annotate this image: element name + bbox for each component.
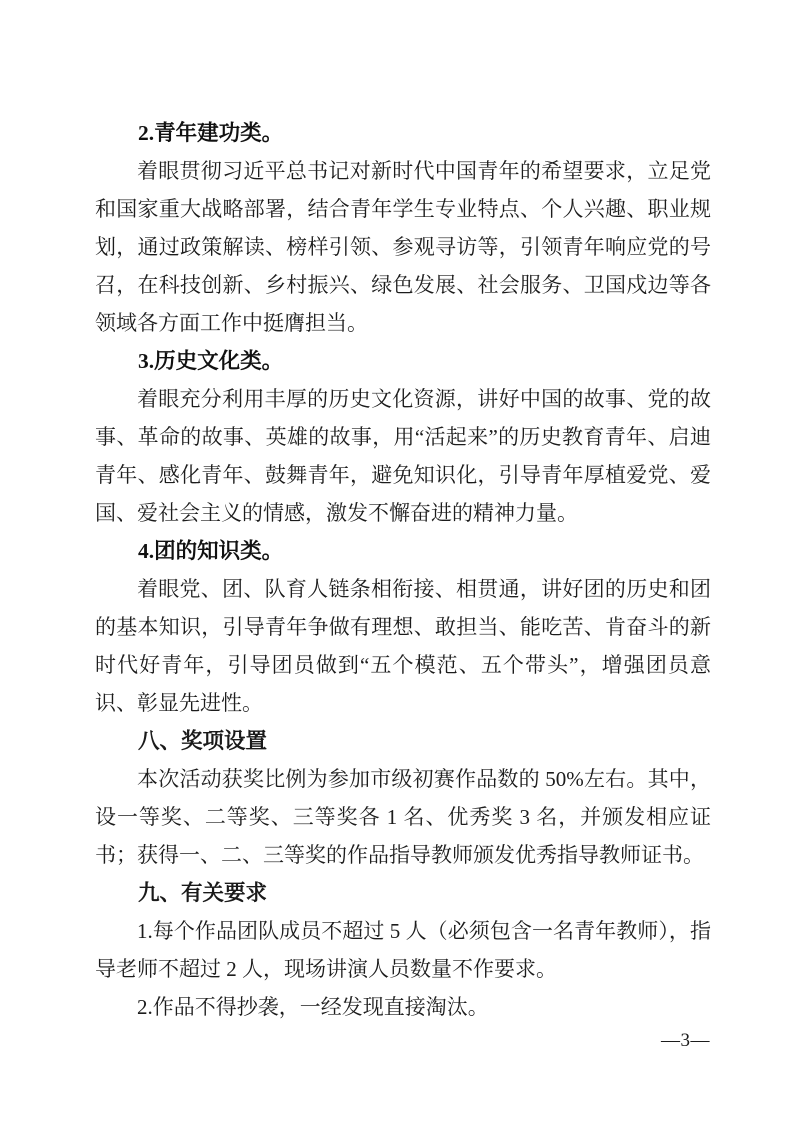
paragraph-awards-setup: 本次活动获奖比例为参加市级初赛作品数的 50%左右。其中，设一等奖、二等奖、三等奖各 1 名、优秀奖 3 名，并颁发相应证书；获得一、二、三等奖的作品指导教师颁发优秀指导教师证书。 — [95, 767, 711, 867]
paragraph-league-knowledge-category: 着眼党、团、队育人链条相衔接、相贯通，讲好团的历史和团的基本知识，引导青年争做有理想、敢担当、能吃苦、肯奋斗的新时代好青年，引导团员做到“五个模范、五个带头”，增强团员意识、彰显先进性。 — [95, 577, 711, 715]
paragraph-youth-achievement-category: 着眼贯彻习近平总书记对新时代中国青年的希望要求，立足党和国家重大战略部署，结合青年学生专业特点、个人兴趣、职业规划，通过政策解读、榜样引领、参观寻访等，引领青年响应党的号召，在科技创新、乡村振兴、绿色发展、社会服务、卫国戍边等各领域各方面工作中挺膺担当。 — [95, 159, 711, 335]
section-heading-awards-setup: 八、奖项设置 — [138, 729, 268, 753]
paragraph-requirement-no-plagiarism: 2.作品不得抄袭，一经发现直接淘汰。 — [137, 995, 489, 1019]
document-body — [95, 114, 711, 1026]
subheading-youth-achievement-category: 2.青年建功类。 — [138, 121, 284, 145]
page-number: —3— — [661, 1030, 710, 1051]
subheading-history-culture-category: 3.历史文化类。 — [138, 349, 284, 373]
paragraph-requirement-team-size: 1.每个作品团队成员不超过 5 人（必须包含一名青年教师），指导老师不超过 2 人，现场讲演人员数量不作要求。 — [95, 919, 711, 981]
paragraph-history-culture-category: 着眼充分利用丰厚的历史文化资源，讲好中国的故事、党的故事、革命的故事、英雄的故事，用“活起来”的历史教育青年、启迪青年、感化青年、鼓舞青年，避免知识化，引导青年厚植爱党、爱国、爱社会主义的情感，激发不懈奋进的精神力量。 — [95, 387, 711, 525]
subheading-league-knowledge-category: 4.团的知识类。 — [138, 539, 284, 563]
section-heading-requirements: 九、有关要求 — [138, 881, 268, 905]
